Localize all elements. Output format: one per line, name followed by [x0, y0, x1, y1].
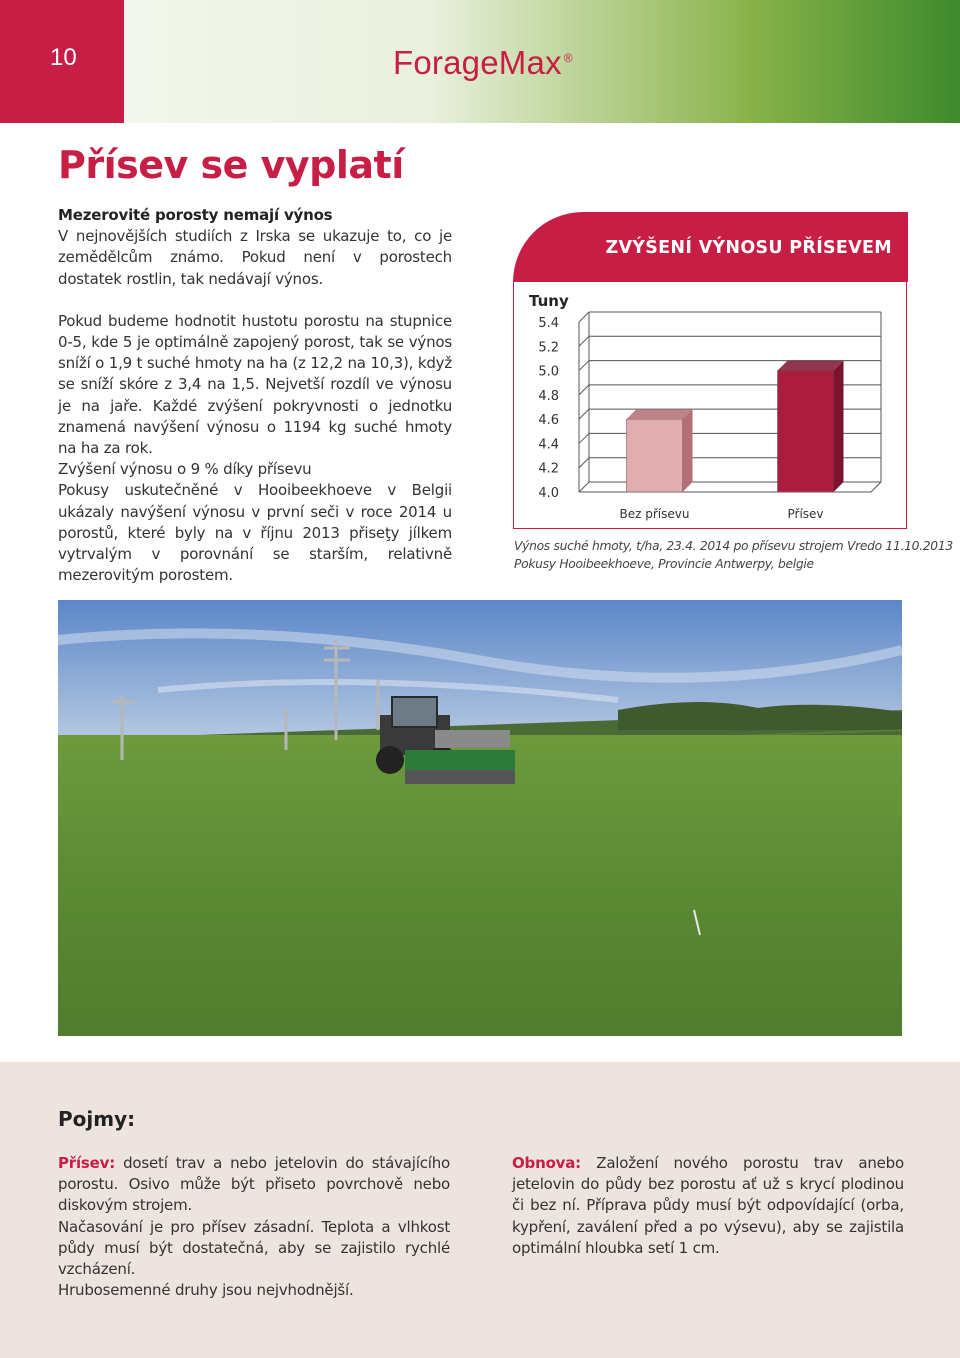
y-tick-label: 4.8 — [538, 388, 559, 404]
chart-caption — [514, 537, 953, 573]
glossary-left-column — [58, 1153, 450, 1301]
glossary-note-seeds: Hrubosemenné druhy jsou nejvhodnější. — [58, 1281, 354, 1300]
page-header — [0, 0, 960, 123]
gridline-side — [579, 336, 589, 346]
chart-title — [513, 238, 908, 258]
glossary-entry-prisev — [58, 1153, 450, 1217]
belgium-trials-paragraph: Pokusy uskutečněné v Hooibeekhoeve v Belgii ukázaly navýšení výnosu v první seči v roce 2014 u porostů, které byly na v říjnu 2013 přiseţy jílkem vytrvalým v porovnání se starším, relativně mezerovitým porostem. — [58, 481, 452, 585]
gridline-side — [579, 482, 589, 492]
bar-top — [778, 361, 844, 371]
y-tick-label: 4.4 — [538, 437, 559, 453]
gridline-side — [579, 361, 589, 371]
gridline-side — [579, 458, 589, 468]
bar-top — [627, 409, 693, 419]
y-tick-label: 5.4 — [538, 316, 559, 331]
glossary-title: Pojmy: — [58, 1107, 136, 1131]
page-title: Přísev se vyplatí — [58, 143, 404, 187]
yield-chart — [513, 282, 907, 529]
definition-obnova: Založení nového porostu trav anebo jetelovin do půdy bez porostu ať už s krycí plodinou či bez ní. Příprava půdy musí být odpovídající (orba, kypření, zaválení před a po výsevu), aby se zajistila optimální hloubka setí 1 cm. — [512, 1154, 904, 1257]
y-tick-label: 4.2 — [538, 461, 559, 477]
intro-section — [58, 205, 452, 586]
gridline-side — [579, 433, 589, 443]
y-tick-label: 5.2 — [538, 340, 559, 356]
x-category-label: Přísev — [787, 507, 824, 521]
chart-title-text: ZVÝŠENÍ VÝNOSU PŘÍSEVEM — [605, 238, 892, 258]
intro-paragraph-2: Pokud budeme hodnotit hustotu porostu na stupnice 0-5, kde 5 je optimálně zapojený porost, tak se výnos sníží o 1,9 t suché hmoty na ha (z 12,2 na 10,3), když se sníží skóre z 3,4 na 1,5. Nejvetší rozdíl ve výnosu je na jaře. Každé zvýšení pokryvnosti o jednotku znamená navýšení výnosu o 1194 kg suché hmoty na ha za rok. — [58, 311, 452, 458]
registered-mark: ® — [563, 51, 573, 65]
intro-subheading: Mezerovité porosty nemají výnos — [58, 206, 333, 224]
bar-side — [834, 361, 844, 492]
term-prisev: Přísev: — [58, 1154, 116, 1172]
glossary-note-timing: Načasování je pro přísev zásadní. Teplota a vlhkost půdy musí být dostatečná, aby se zajistilo rychlé vzcházení. — [58, 1217, 450, 1279]
bar — [627, 419, 683, 492]
page-number: 10 — [50, 44, 77, 71]
y-tick-label: 4.6 — [538, 413, 559, 429]
caption-line-2: Pokusy Hooibeekhoeve, Provincie Antwerpy, belgie — [514, 557, 814, 571]
x-axis-corner — [871, 482, 881, 492]
tractor-seeding-photo — [58, 600, 902, 1036]
field-photo — [58, 600, 902, 1036]
y-tick-label: 5.0 — [538, 364, 559, 380]
x-category-label: Bez přísevu — [619, 507, 690, 521]
glossary-entry-obnova — [512, 1153, 904, 1259]
bar — [778, 371, 834, 492]
page-number-box — [0, 0, 124, 123]
caption-line-1: Výnos suché hmoty, t/ha, 23.4. 2014 po přísevu strojem Vredo 11.10.2013 — [514, 539, 953, 553]
gridline-side — [579, 409, 589, 419]
gridline-side — [579, 312, 589, 322]
bar-side — [683, 409, 693, 492]
yield-increase-heading: Zvýšení výnosu o 9 % díky přísevu — [58, 460, 312, 479]
term-obnova: Obnova: — [512, 1154, 581, 1172]
brand-name: ForageMax — [393, 44, 562, 81]
brand-logo — [393, 44, 573, 82]
glossary-right-column — [512, 1153, 904, 1259]
intro-paragraph-1: V nejnovějších studiích z Irska se ukazuje to, co je zemědělcům známo. Pokud není v porostech dostatek rostlin, tak nedávají výnos. — [58, 227, 452, 288]
y-tick-label: 4.0 — [538, 486, 559, 501]
y-axis-label: Tuny — [529, 292, 569, 310]
gridline-side — [579, 385, 589, 395]
definition-prisev: dosetí trav a nebo jetelovin do stávajícího porostu. Osivo může být přiseto povrchově nebo diskovým strojem. — [58, 1154, 450, 1215]
